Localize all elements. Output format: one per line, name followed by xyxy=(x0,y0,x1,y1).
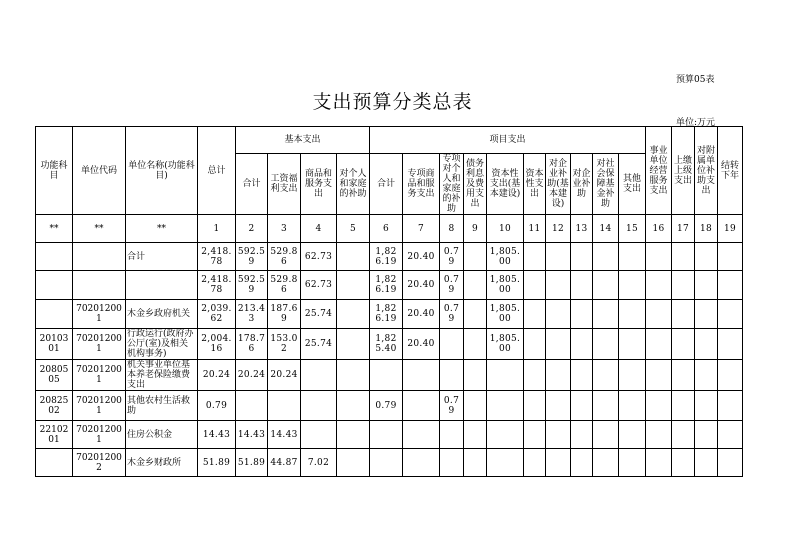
table-cell xyxy=(301,391,337,421)
table-cell: 529.86 xyxy=(268,271,301,300)
table-cell: 合计 xyxy=(126,243,198,271)
table-cell: 2080505 xyxy=(36,360,73,391)
table-cell: 702012002 xyxy=(73,449,126,477)
header-debt: 债务利息及费用支出 xyxy=(464,154,487,215)
header-wage: 工资福利支出 xyxy=(268,154,301,215)
index-row xyxy=(36,215,743,243)
form-number: 预算05表 xyxy=(676,75,715,85)
table-cell xyxy=(718,449,743,477)
table-cell: 19 xyxy=(718,215,743,243)
table-cell xyxy=(301,360,337,391)
table-cell xyxy=(593,300,619,329)
table-cell: 17 xyxy=(672,215,695,243)
table-cell xyxy=(646,421,672,449)
table-cell: 20.40 xyxy=(403,243,440,271)
table-cell: 213.43 xyxy=(236,300,268,329)
header-personal: 对个人和家庭的补助 xyxy=(337,154,370,215)
table-cell xyxy=(546,449,571,477)
table-row xyxy=(36,300,743,329)
table-cell: 702012001 xyxy=(73,300,126,329)
table-cell: 702012001 xyxy=(73,391,126,421)
table-row xyxy=(36,271,743,300)
table-cell xyxy=(337,421,370,449)
table-cell xyxy=(524,243,546,271)
table-cell xyxy=(73,271,126,300)
table-cell xyxy=(672,300,695,329)
table-row xyxy=(36,391,743,421)
table-cell xyxy=(718,329,743,360)
table-cell: 1,826.19 xyxy=(370,300,403,329)
table-row xyxy=(36,421,743,449)
table-cell xyxy=(524,360,546,391)
table-cell: 18 xyxy=(695,215,718,243)
table-cell: 529.86 xyxy=(268,243,301,271)
table-cell: 14.43 xyxy=(198,421,236,449)
table-cell: 20.24 xyxy=(268,360,301,391)
table-cell xyxy=(524,449,546,477)
table-cell: ** xyxy=(73,215,126,243)
table-cell: 62.73 xyxy=(301,243,337,271)
table-cell: 其他农村生活救助 xyxy=(126,391,198,421)
table-cell: 0.79 xyxy=(198,391,236,421)
table-cell xyxy=(672,243,695,271)
header-up-pay: 上缴上级支出 xyxy=(672,127,695,215)
header-total: 总计 xyxy=(198,127,236,215)
table-cell: 592.59 xyxy=(236,243,268,271)
table-cell xyxy=(672,391,695,421)
table-cell xyxy=(126,271,198,300)
table-cell xyxy=(593,360,619,391)
table-cell: 702012001 xyxy=(73,360,126,391)
table-cell xyxy=(440,329,464,360)
table-cell xyxy=(672,421,695,449)
table-cell xyxy=(403,449,440,477)
table-cell: 1,825.40 xyxy=(370,329,403,360)
table-cell: 153.02 xyxy=(268,329,301,360)
table-cell xyxy=(571,329,593,360)
table-cell: 木金乡政府机关 xyxy=(126,300,198,329)
table-cell xyxy=(646,449,672,477)
table-cell xyxy=(672,360,695,391)
table-cell xyxy=(268,391,301,421)
table-cell xyxy=(337,329,370,360)
table-cell xyxy=(487,391,524,421)
table-cell: 20.40 xyxy=(403,300,440,329)
table-cell: 4 xyxy=(301,215,337,243)
table-cell xyxy=(571,271,593,300)
table-cell xyxy=(695,243,718,271)
table-cell: 0.79 xyxy=(370,391,403,421)
table-cell: 2210201 xyxy=(36,421,73,449)
table-cell xyxy=(571,421,593,449)
table-cell xyxy=(464,271,487,300)
header-ent-sub: 对企业补助 xyxy=(571,154,593,215)
table-cell: 2010301 xyxy=(36,329,73,360)
header-capital: 资本性支出 xyxy=(524,154,546,215)
header-proj-goods: 专项商品和服务支出 xyxy=(403,154,440,215)
table-cell: 1,826.19 xyxy=(370,243,403,271)
table-cell xyxy=(464,421,487,449)
table-cell xyxy=(370,449,403,477)
table-cell: 1,805.00 xyxy=(487,243,524,271)
table-cell xyxy=(593,449,619,477)
table-cell: 20.24 xyxy=(198,360,236,391)
table-row xyxy=(36,243,743,271)
table-cell xyxy=(546,300,571,329)
table-cell xyxy=(695,391,718,421)
header-unit-name: 单位名称(功能科目) xyxy=(126,127,198,215)
table-cell: 14.43 xyxy=(268,421,301,449)
table-cell: 2 xyxy=(236,215,268,243)
header-basic-sum: 合计 xyxy=(236,154,268,215)
table-cell xyxy=(36,271,73,300)
table-cell xyxy=(487,449,524,477)
table-cell xyxy=(546,271,571,300)
table-cell: 702012001 xyxy=(73,329,126,360)
table-cell: 702012001 xyxy=(73,421,126,449)
table-cell: 2,418.78 xyxy=(198,271,236,300)
table-cell: 2,004.16 xyxy=(198,329,236,360)
table-cell: 0.79 xyxy=(440,391,464,421)
table-cell xyxy=(695,271,718,300)
table-cell: 14 xyxy=(593,215,619,243)
table-cell xyxy=(571,360,593,391)
table-cell: 7.02 xyxy=(301,449,337,477)
table-cell xyxy=(524,329,546,360)
table-cell xyxy=(571,243,593,271)
table-cell: 12 xyxy=(546,215,571,243)
table-cell xyxy=(646,329,672,360)
table-cell: 25.74 xyxy=(301,300,337,329)
table-cell xyxy=(546,391,571,421)
table-cell xyxy=(619,360,646,391)
table-cell: 20.24 xyxy=(236,360,268,391)
table-cell: 木金乡财政所 xyxy=(126,449,198,477)
table-cell: 7 xyxy=(403,215,440,243)
table-row xyxy=(36,449,743,477)
table-cell xyxy=(370,421,403,449)
table-cell xyxy=(718,360,743,391)
budget-table xyxy=(35,126,743,477)
table-body xyxy=(36,215,743,477)
table-cell xyxy=(546,243,571,271)
table-row xyxy=(36,329,743,360)
table-cell xyxy=(403,391,440,421)
table-cell xyxy=(593,391,619,421)
table-cell xyxy=(695,300,718,329)
page-title: 支出预算分类总表 xyxy=(312,91,473,113)
table-cell: 592.59 xyxy=(236,271,268,300)
table-cell xyxy=(646,271,672,300)
table-cell: 9 xyxy=(464,215,487,243)
table-cell xyxy=(73,243,126,271)
table-cell xyxy=(619,300,646,329)
table-cell xyxy=(646,300,672,329)
table-cell xyxy=(524,271,546,300)
table-cell xyxy=(464,329,487,360)
table-row xyxy=(36,360,743,391)
header-affil-sub: 对附属单位补助支出 xyxy=(695,127,718,215)
table-cell: 1,826.19 xyxy=(370,271,403,300)
table-cell xyxy=(337,449,370,477)
table-cell: 14.43 xyxy=(236,421,268,449)
table-cell: ** xyxy=(126,215,198,243)
table-cell: 20.40 xyxy=(403,329,440,360)
table-cell xyxy=(718,391,743,421)
table-cell xyxy=(593,271,619,300)
table-cell: 25.74 xyxy=(301,329,337,360)
table-cell xyxy=(464,243,487,271)
table-cell: 1 xyxy=(198,215,236,243)
table-cell xyxy=(646,391,672,421)
table-cell xyxy=(546,360,571,391)
table-cell xyxy=(524,391,546,421)
table-cell xyxy=(36,243,73,271)
table-cell xyxy=(619,421,646,449)
table-cell xyxy=(440,360,464,391)
table-cell xyxy=(695,449,718,477)
table-cell xyxy=(718,271,743,300)
table-cell xyxy=(718,243,743,271)
table-cell xyxy=(370,360,403,391)
table-cell: 178.76 xyxy=(236,329,268,360)
table-cell: 1,805.00 xyxy=(487,300,524,329)
table-cell xyxy=(619,271,646,300)
table-cell: 16 xyxy=(646,215,672,243)
table-cell xyxy=(487,360,524,391)
table-cell xyxy=(571,391,593,421)
table-cell xyxy=(337,391,370,421)
table-cell: 13 xyxy=(571,215,593,243)
table-cell xyxy=(619,243,646,271)
table-cell: 62.73 xyxy=(301,271,337,300)
table-cell xyxy=(403,421,440,449)
table-cell xyxy=(695,421,718,449)
table-cell: 行政运行(政府办公厅(室)及相关机构事务) xyxy=(126,329,198,360)
unit-label: 单位:万元 xyxy=(676,118,716,128)
header-capital-build: 资本性支出(基本建设) xyxy=(487,154,524,215)
table-cell xyxy=(695,329,718,360)
table-cell xyxy=(695,360,718,391)
table-cell: 51.89 xyxy=(198,449,236,477)
table-cell: 住房公积金 xyxy=(126,421,198,449)
table-cell xyxy=(646,360,672,391)
table-cell: ** xyxy=(36,215,73,243)
table-cell: 1,805.00 xyxy=(487,329,524,360)
table-cell: 8 xyxy=(440,215,464,243)
header-ent-sub-build: 对企业补助(基本建设) xyxy=(546,154,571,215)
header-other: 其他支出 xyxy=(619,154,646,215)
table-cell xyxy=(464,360,487,391)
table-cell: 2082502 xyxy=(36,391,73,421)
table-cell xyxy=(571,449,593,477)
table-cell: 0.79 xyxy=(440,243,464,271)
table-cell xyxy=(571,300,593,329)
table-cell xyxy=(403,360,440,391)
table-cell: 机关事业单位基本养老保险缴费支出 xyxy=(126,360,198,391)
table-cell xyxy=(619,329,646,360)
table-cell: 20.40 xyxy=(403,271,440,300)
table-cell xyxy=(593,329,619,360)
table-cell xyxy=(718,300,743,329)
table-cell: 187.69 xyxy=(268,300,301,329)
table-cell xyxy=(672,449,695,477)
table-cell: 2,418.78 xyxy=(198,243,236,271)
header-carry: 结转下年 xyxy=(718,127,743,215)
table-cell xyxy=(464,391,487,421)
header-proj-personal: 专项对个人和家庭的补助 xyxy=(440,154,464,215)
table-cell xyxy=(593,243,619,271)
table-cell: 1,805.00 xyxy=(487,271,524,300)
table-cell: 44.87 xyxy=(268,449,301,477)
table-cell xyxy=(36,300,73,329)
header-goods: 商品和服务支出 xyxy=(301,154,337,215)
header-func-code: 功能科目 xyxy=(36,127,73,215)
table-cell xyxy=(464,300,487,329)
table-cell xyxy=(672,271,695,300)
table-cell xyxy=(440,449,464,477)
table-cell xyxy=(337,360,370,391)
table-cell: 10 xyxy=(487,215,524,243)
table-cell xyxy=(619,391,646,421)
table-cell: 5 xyxy=(337,215,370,243)
table-cell: 0.79 xyxy=(440,300,464,329)
table-cell xyxy=(337,243,370,271)
header-basic: 基本支出 xyxy=(236,127,370,154)
table-cell xyxy=(619,449,646,477)
header-project: 项目支出 xyxy=(370,127,646,154)
table-cell: 3 xyxy=(268,215,301,243)
table-cell xyxy=(440,421,464,449)
table-cell: 6 xyxy=(370,215,403,243)
table-cell xyxy=(646,243,672,271)
table-cell: 51.89 xyxy=(236,449,268,477)
table-cell xyxy=(337,300,370,329)
header-proj-sum: 合计 xyxy=(370,154,403,215)
table-header xyxy=(36,127,743,215)
table-cell xyxy=(337,271,370,300)
header-social-sec: 对社会保障基金补助 xyxy=(593,154,619,215)
table-cell: 2,039.62 xyxy=(198,300,236,329)
table-cell xyxy=(524,300,546,329)
table-cell xyxy=(236,391,268,421)
table-cell xyxy=(464,449,487,477)
table-cell: 11 xyxy=(524,215,546,243)
table-cell xyxy=(301,421,337,449)
table-cell xyxy=(718,421,743,449)
table-cell xyxy=(524,421,546,449)
table-cell xyxy=(36,449,73,477)
table-cell: 15 xyxy=(619,215,646,243)
header-unit-code: 单位代码 xyxy=(73,127,126,215)
table-cell xyxy=(546,329,571,360)
table-cell xyxy=(546,421,571,449)
table-cell xyxy=(487,421,524,449)
table-cell: 0.79 xyxy=(440,271,464,300)
header-biz-service: 事业单位经营服务支出 xyxy=(646,127,672,215)
table-cell xyxy=(672,329,695,360)
table-cell xyxy=(593,421,619,449)
